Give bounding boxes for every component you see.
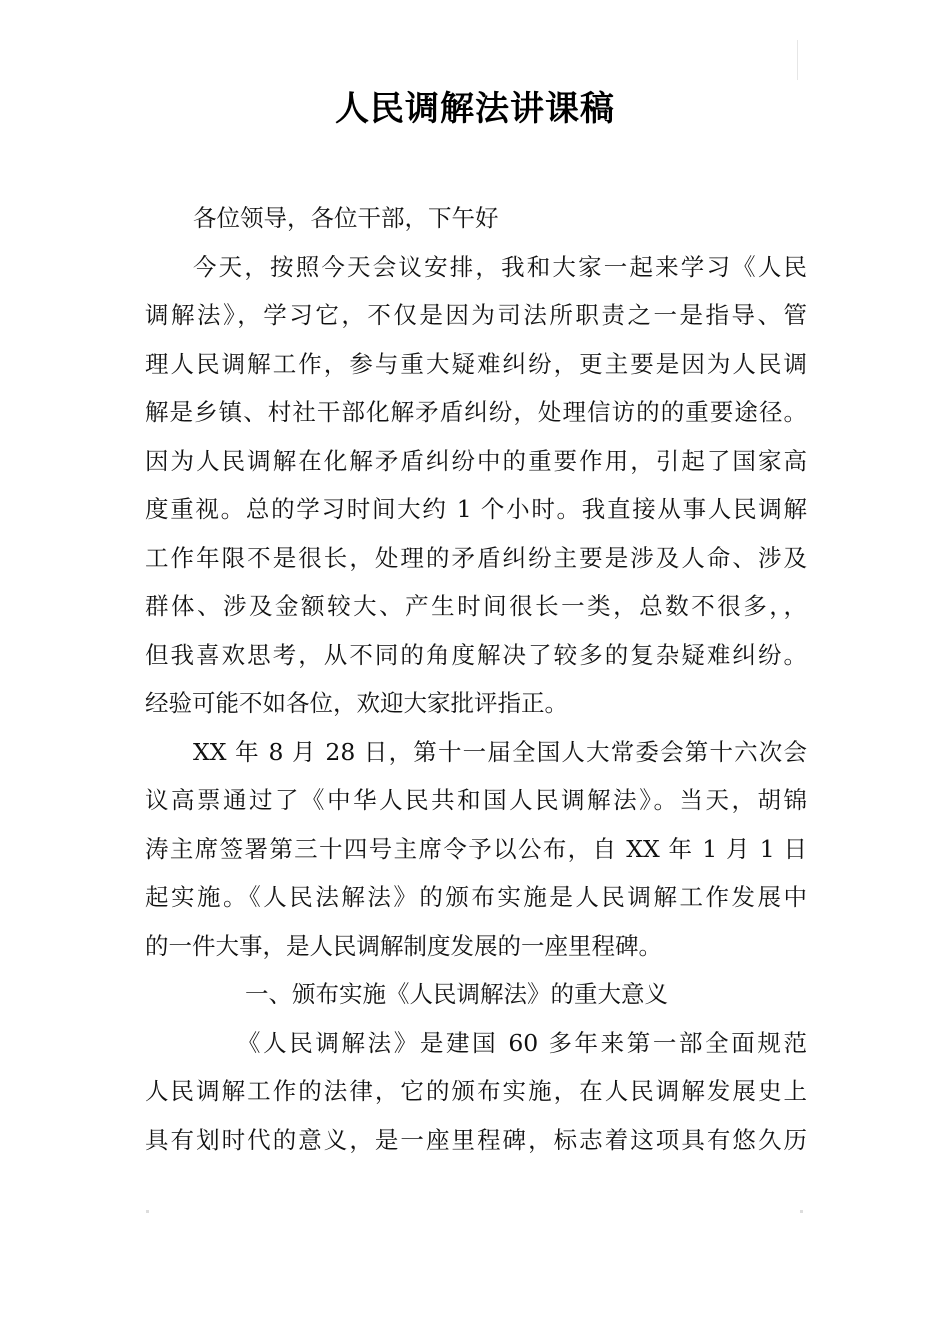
- body-line: 但我喜欢思考，从不同的角度解决了较多的复杂疑难纠纷。: [145, 640, 807, 669]
- body-line: 的一件大事，是人民调解制度发展的一座里程碑。: [145, 931, 662, 960]
- page-corner-mark: [800, 1210, 803, 1213]
- body-line: 议高票通过了《中华人民共和国人民调解法》。当天，胡锦: [145, 786, 807, 814]
- body-line: 因为人民调解在化解矛盾纠纷中的重要作用，引起了国家高: [145, 446, 807, 475]
- document-title: 人民调解法讲课稿: [335, 89, 615, 129]
- document-body: [145, 194, 807, 1164]
- greeting-line: 各位领导，各位干部，下午好: [193, 204, 499, 232]
- body-line: 工作年限不是很长，处理的矛盾纠纷主要是涉及人命、涉及: [145, 543, 807, 572]
- body-line: 具有划时代的意义，是一座里程碑，标志着这项具有悠久历: [145, 1125, 807, 1154]
- body-line: 经验可能不如各位，欢迎大家批评指正。: [145, 689, 568, 717]
- page-corner-mark: [797, 40, 798, 80]
- body-line: 理人民调解工作，参与重大疑难纠纷，更主要是因为人民调: [145, 349, 807, 378]
- body-line: 涛主席签署第三十四号主席令予以公布，自 XX 年 1 月 1 日: [145, 834, 807, 863]
- body-line: 起实施。《人民法解法》的颁布实施是人民调解工作发展中: [145, 883, 807, 911]
- section-heading: 一、颁布实施《人民调解法》的重大意义: [245, 980, 668, 1008]
- body-line: 《人民调解法》是建国 60 多年来第一部全面规范: [237, 1028, 807, 1057]
- body-line: XX 年 8 月 28 日，第十一届全国人大常委会第十六次会: [193, 737, 807, 766]
- body-line: 解是乡镇、村社干部化解矛盾纠纷，处理信访的的重要途径。: [145, 398, 807, 426]
- body-line: 人民调解工作的法律，它的颁布实施，在人民调解发展史上: [145, 1077, 807, 1105]
- body-line: 群体、涉及金额较大、产生时间很长一类，总数不很多，，: [145, 592, 807, 620]
- body-line: 调解法》，学习它，不仅是因为司法所职责之一是指导、管: [145, 301, 807, 329]
- body-line: 度重视。总的学习时间大约 1 个小时。我直接从事人民调解: [145, 495, 807, 523]
- body-line: 今天，按照今天会议安排，我和大家一起来学习《人民: [193, 252, 807, 281]
- page-corner-mark: [146, 1210, 149, 1213]
